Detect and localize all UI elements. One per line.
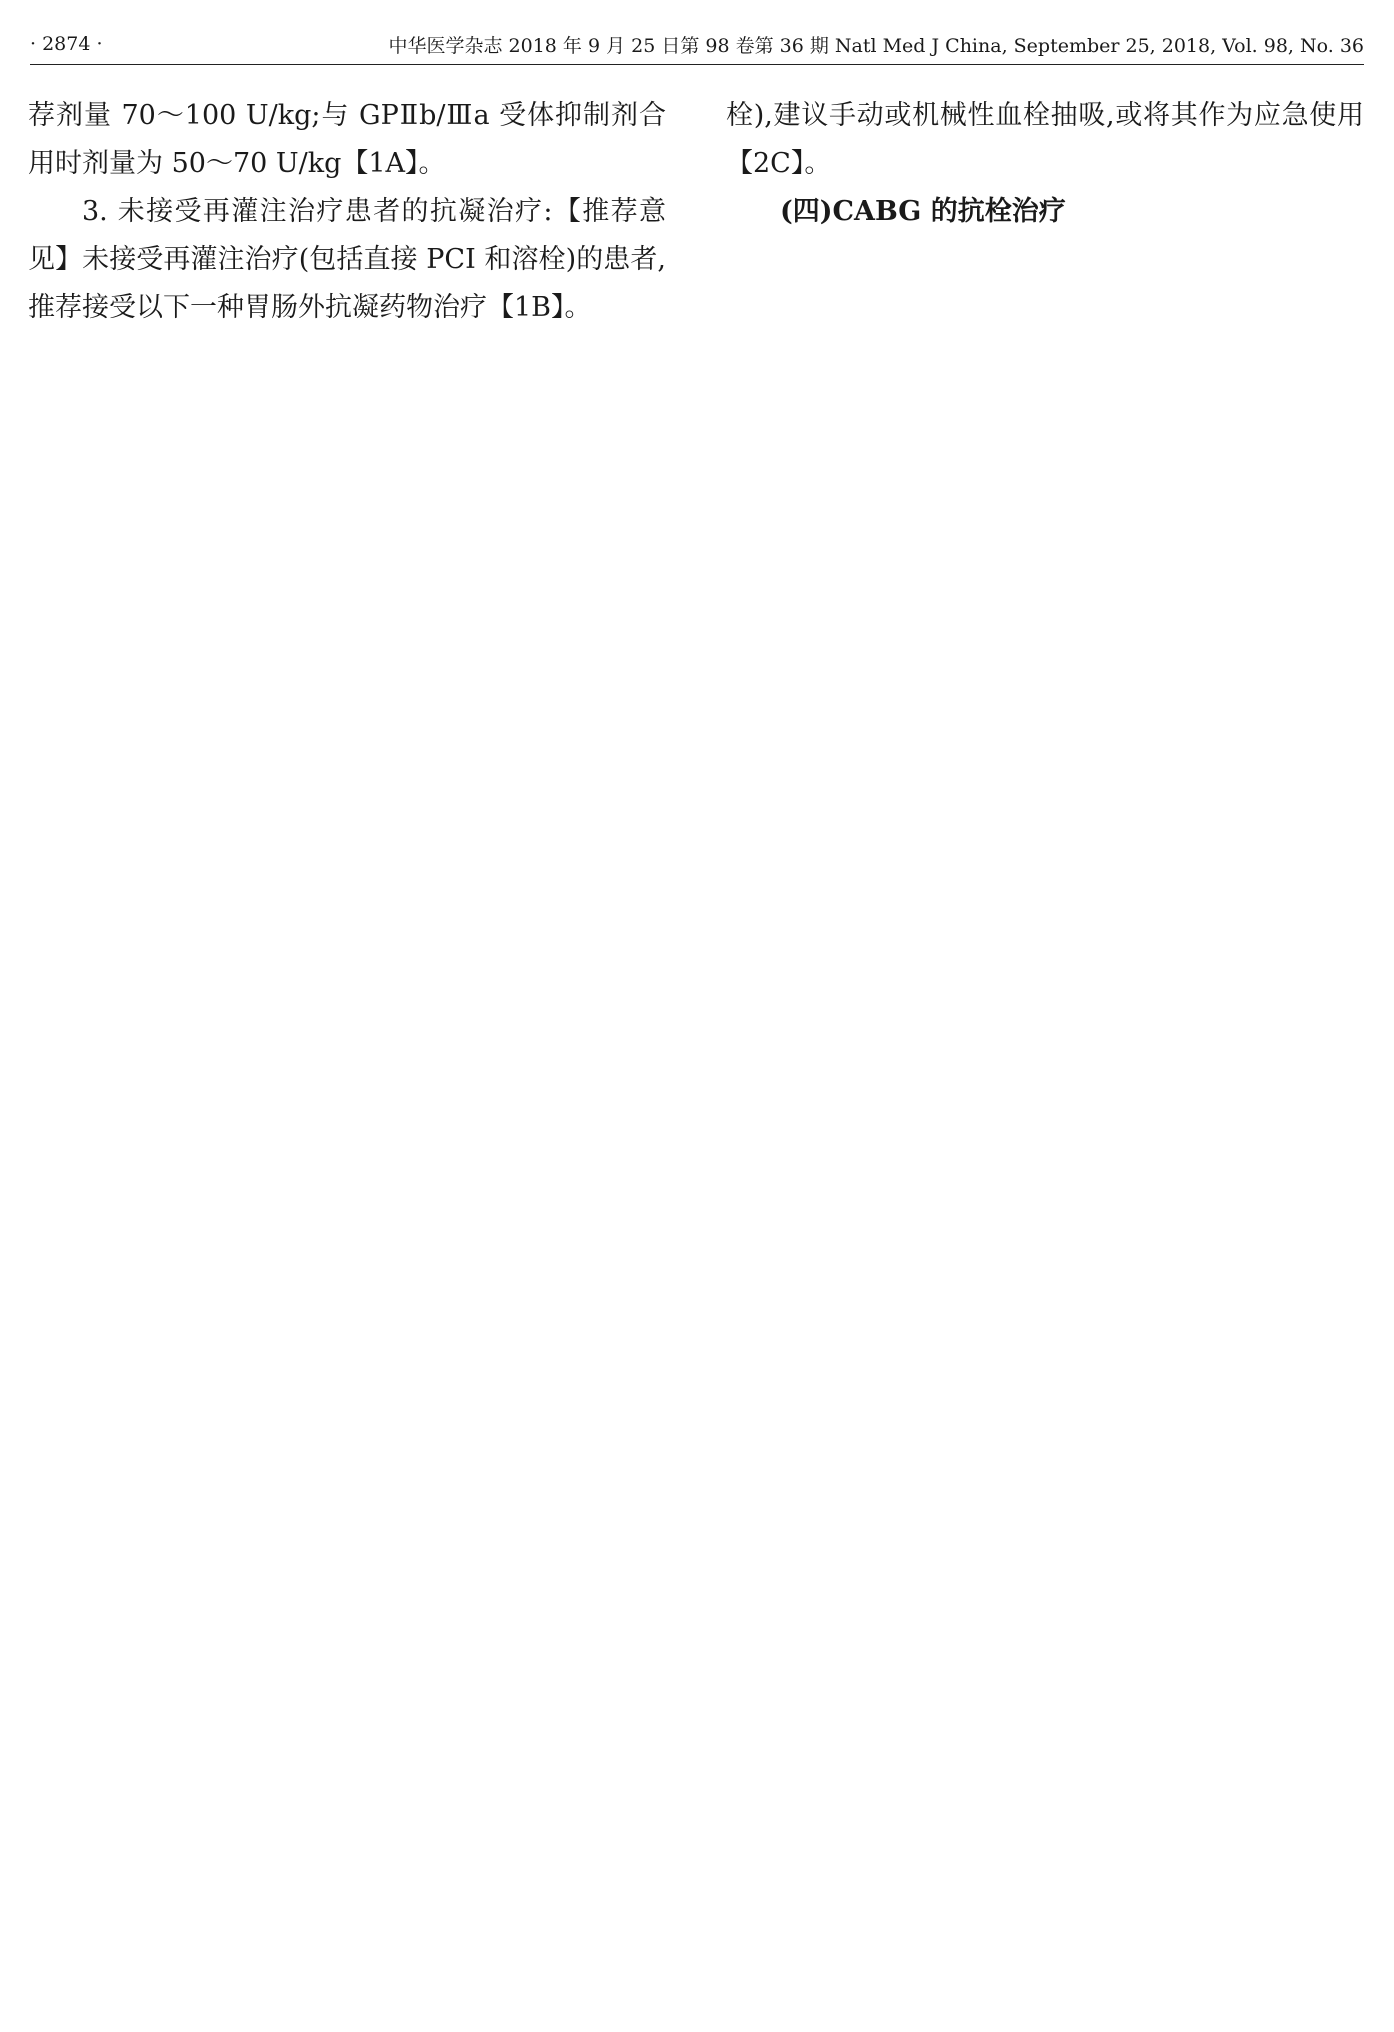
section-heading: (四)CABG 的抗栓治疗 xyxy=(780,196,1066,227)
paragraph: 3. 未接受再灌注治疗患者的抗凝治疗:【推荐意见】未接受再灌注治疗(包括直接 PCI 和溶栓)的患者,推荐接受以下一种胃肠外抗凝药物治疗【1B】。 xyxy=(28,196,666,323)
journal-citation: 中华医学杂志 2018 年 9 月 25 日第 98 卷第 36 期 Natl Med J China, September 25, 2018, Vol. 98, No. 36 xyxy=(388,34,1364,57)
body-columns xyxy=(28,92,1364,2012)
page-number: · 2874 · xyxy=(30,33,103,55)
page-header xyxy=(30,24,1364,65)
paragraph: 荐剂量 70～100 U/kg;与 GPⅡb/Ⅲa 受体抑制剂合用时剂量为 50～70 U/kg【1A】。 xyxy=(28,100,666,179)
right-column xyxy=(726,92,1364,2012)
paragraph: 栓),建议手动或机械性血栓抽吸,或将其作为应急使用【2C】。 xyxy=(726,100,1364,179)
left-column xyxy=(28,92,666,2012)
